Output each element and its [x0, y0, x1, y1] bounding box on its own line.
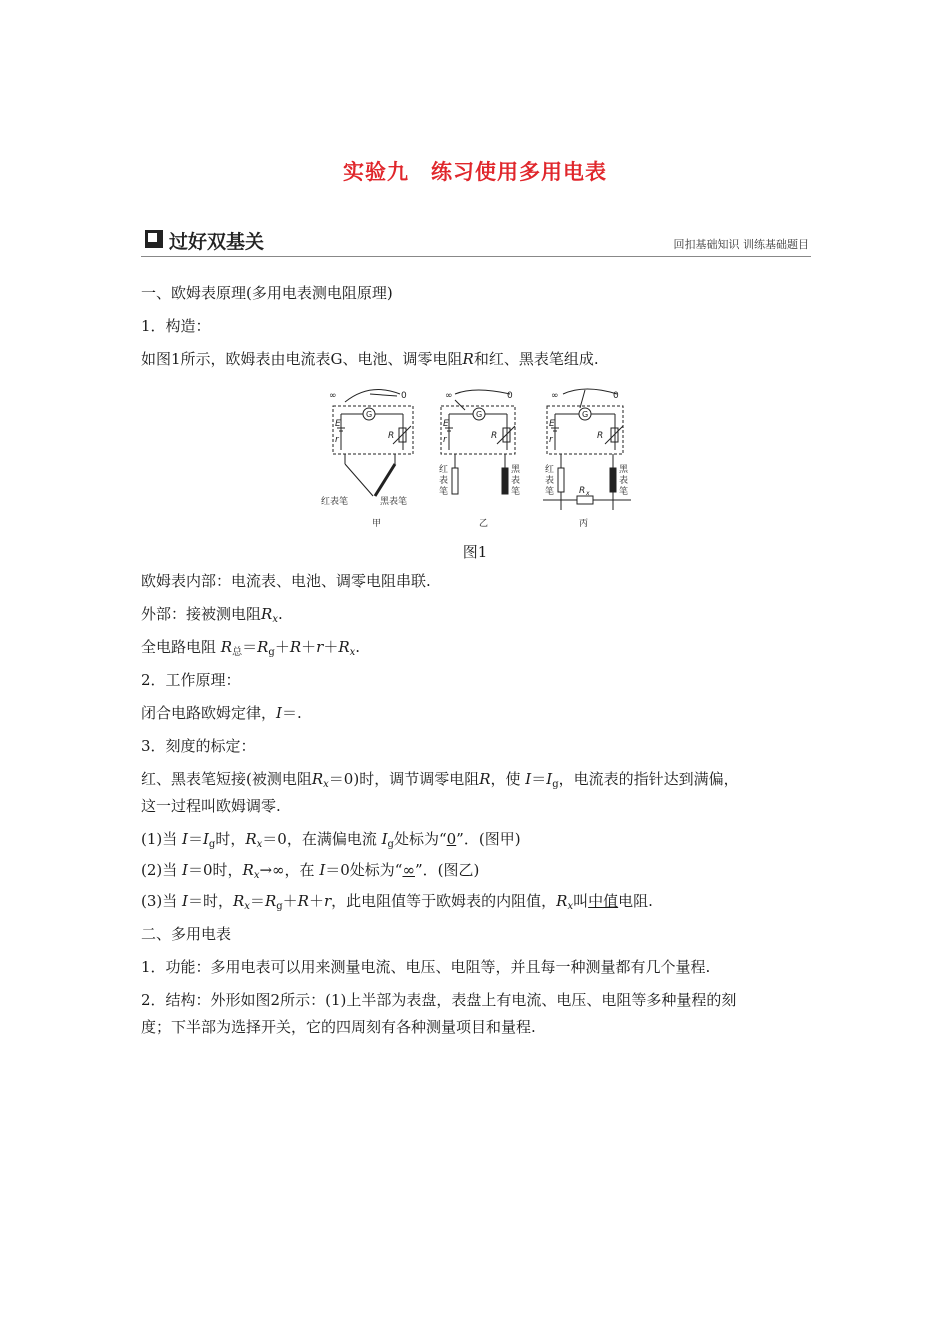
- banner-heading: 过好双基关: [169, 231, 265, 253]
- meter-box-jia: [333, 406, 413, 454]
- rx-resistor: [577, 496, 593, 504]
- needle-jia: [370, 394, 397, 396]
- red-probe-jia: [345, 464, 373, 496]
- paragraph: 这一过程叫欧姆调零.: [141, 797, 281, 815]
- r-label-yi: r: [443, 435, 447, 445]
- paragraph: 如图1所示，欧姆表由电流表G、电池、调零电阻R和红、黑表笔组成.: [141, 350, 599, 368]
- red-pen-v2-bing: 表: [545, 476, 555, 486]
- r-label-bing: r: [549, 435, 553, 445]
- paragraph: 度；下半部为选择开关，它的四周刻有各种测量项目和量程.: [141, 1018, 536, 1036]
- label-jia: 甲: [372, 519, 382, 529]
- title-part-b: 练习使用多用电表: [431, 160, 607, 184]
- g-label-yi: G: [476, 410, 483, 419]
- rr-label-yi: R: [491, 431, 498, 441]
- paragraph: 全电路电阻 $R_总=R_g+R+r+R_x$.: [141, 638, 361, 658]
- needle-bing: [580, 390, 585, 408]
- black-probe-yi: [502, 468, 508, 494]
- label-yi: 乙: [479, 519, 489, 529]
- red-pen-v2-yi: 表: [439, 476, 449, 486]
- red-probe-yi: [452, 468, 458, 494]
- inf-label-yi: ∞: [445, 391, 453, 401]
- zero-label-yi: 0: [507, 391, 513, 401]
- item-heading: 3．刻度的标定：: [141, 737, 256, 755]
- black-probe-jia: [375, 464, 395, 496]
- label-bing: 丙: [579, 519, 589, 529]
- paragraph: (1)当 $I=I_g$时，$R_x=0$，在满偏电流 $I_g$处标为“0”．(图甲): [141, 830, 521, 850]
- e-label-bing: E: [549, 419, 555, 429]
- paragraph: (2)当 I＝0时，$R_x\to\infty$，在 I＝0处标为“∞”．(图乙): [141, 861, 480, 881]
- rr-label-bing: R: [597, 431, 604, 441]
- square-marker-icon: [145, 230, 163, 248]
- rx-label: R: [579, 486, 586, 496]
- banner-subtitle: 回扣基础知识 训练基础题目: [673, 238, 809, 251]
- red-pen-v1-bing: 红: [545, 465, 555, 475]
- figure-caption: 图1: [462, 543, 488, 561]
- black-pen-v2-yi: 表: [511, 476, 521, 486]
- rr-label-jia: R: [388, 431, 395, 441]
- g-label-bing: G: [582, 410, 589, 419]
- circuit-figure: [315, 380, 635, 530]
- black-pen-v1-yi: 黑: [511, 465, 521, 475]
- section-heading-2: 二、多用电表: [141, 925, 232, 943]
- page-title: [0, 156, 950, 186]
- black-pen-v3-yi: 笔: [511, 487, 521, 497]
- zero-label-bing: 0: [613, 391, 619, 401]
- red-pen-label-jia: 红表笔: [321, 497, 349, 507]
- section-banner: [141, 226, 811, 257]
- e-label-yi: E: [443, 419, 449, 429]
- red-pen-v3-bing: 笔: [545, 487, 555, 497]
- inf-label-jia: ∞: [329, 391, 337, 401]
- black-pen-v2-bing: 表: [619, 476, 629, 486]
- title-part-a: 实验九: [343, 160, 409, 184]
- paragraph: 1．功能：多用电表可以用来测量电流、电压、电阻等，并且每一种测量都有几个量程.: [141, 958, 711, 976]
- e-label-jia: E: [335, 419, 341, 429]
- red-pen-v3-yi: 笔: [439, 487, 449, 497]
- section-heading-1: 一、欧姆表原理(多用电表测电阻原理): [141, 284, 393, 302]
- red-pen-v1-yi: 红: [439, 465, 449, 475]
- inf-label-bing: ∞: [551, 391, 559, 401]
- black-probe-bing: [610, 468, 616, 492]
- black-pen-v3-bing: 笔: [619, 487, 629, 497]
- paragraph: 红、黑表笔短接(被测电阻$R_x=0$)时，调节调零电阻R，使 $I=I_g$，电流表的指针达到满偏，: [141, 770, 739, 790]
- needle-yi: [455, 400, 465, 410]
- paragraph: 欧姆表内部：电流表、电池、调零电阻串联.: [141, 572, 431, 590]
- black-pen-label-jia: 黑表笔: [380, 497, 408, 507]
- paragraph: 2．结构：外形如图2所示：(1)上半部为表盘，表盘上有电流、电压、电阻等多种量程的刻: [141, 991, 737, 1009]
- red-probe-bing: [558, 468, 564, 492]
- item-heading: 1．构造：: [141, 317, 211, 335]
- black-pen-v1-bing: 黑: [619, 465, 629, 475]
- g-label-jia: G: [366, 410, 373, 419]
- item-heading: 2．工作原理：: [141, 671, 241, 689]
- zero-label-jia: 0: [401, 391, 407, 401]
- paragraph: 闭合电路欧姆定律，I＝.: [141, 704, 302, 722]
- paragraph: 外部：接被测电阻$R_x$.: [141, 605, 283, 625]
- rx-sub-label: x: [586, 490, 590, 497]
- paragraph: (3)当 I＝时，$R_x=R_g+R+r$，此电阻值等于欧姆表的内阻值，$R_x$叫中值电阻.: [141, 892, 653, 912]
- r-label-jia: r: [335, 435, 339, 445]
